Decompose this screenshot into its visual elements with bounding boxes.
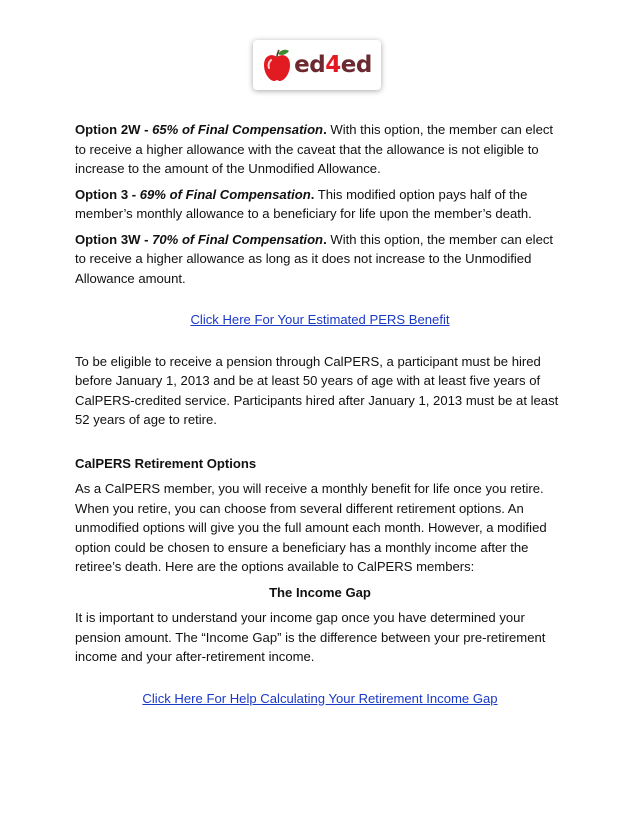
option-2w-paragraph [75, 120, 565, 179]
option-3-paragraph [75, 185, 565, 224]
option-code: Option 3 - [75, 186, 140, 202]
option-3w-paragraph [75, 230, 565, 289]
income-gap-heading: The Income Gap [269, 584, 371, 600]
ed4ed-logo [253, 40, 381, 90]
option-description: With this option, the member can elect to receive a higher allowance with the caveat that the allowance is not eligible to increase to the amount of the Unmodified Allowance. [75, 122, 554, 176]
option-name: 70% of Final Compensation [152, 231, 324, 247]
option-description: With this option, the member can elect to receive a higher allowance as long as it does not increase to the Unmodified Allowance amount. [75, 231, 554, 286]
logo-text-4: 4 [325, 51, 341, 78]
logo-text-ed-2: ed [340, 51, 372, 78]
option-separator: . [323, 231, 327, 247]
logo-wordmark [294, 51, 372, 78]
eligibility-paragraph: To be eligible to receive a pension through CalPERS, a participant must be hired before January 1, 2013 and be at least 50 years of age with at least five years of CalPERS-credited service. Participants hired after January 1, 2013 must be at least 52 years of age to retire. [75, 353, 559, 427]
option-description: This modified option pays half of the member’s monthly allowance to a beneficiary for life upon the member’s death. [75, 186, 532, 221]
option-separator: . [310, 186, 315, 202]
retirement-options-paragraph: As a CalPERS member, you will receive a monthly benefit for life once you retire. When you retire, you can choose from several different retirement options. An unmodified options will give you the full amount each month. However, a modified option could be chosen to ensure a beneficiary has a monthly income after the retiree’s death. Here are the options available to CalPERS members: [75, 481, 547, 574]
option-name: 65% of Final Compensation [152, 122, 324, 137]
option-code: Option 3W - [75, 231, 153, 247]
option-code: Option 2W - [75, 122, 153, 137]
option-separator: . [323, 122, 327, 137]
pers-benefit-link[interactable]: Click Here For Your Estimated PERS Benefit [190, 312, 450, 327]
income-gap-link[interactable]: Click Here For Help Calculating Your Retirement Income Gap [142, 690, 498, 706]
logo-text-ed: ed [294, 51, 326, 78]
apple-icon [262, 48, 292, 82]
document-body [75, 120, 565, 708]
income-gap-paragraph: It is important to understand your income gap once you have determined your pension amount. The “Income Gap” is the difference between your pre-retirement income and your after-retirement income. [75, 610, 546, 664]
retirement-options-heading: CalPERS Retirement Options [75, 455, 257, 471]
option-name: 69% of Final Compensation [139, 186, 311, 202]
